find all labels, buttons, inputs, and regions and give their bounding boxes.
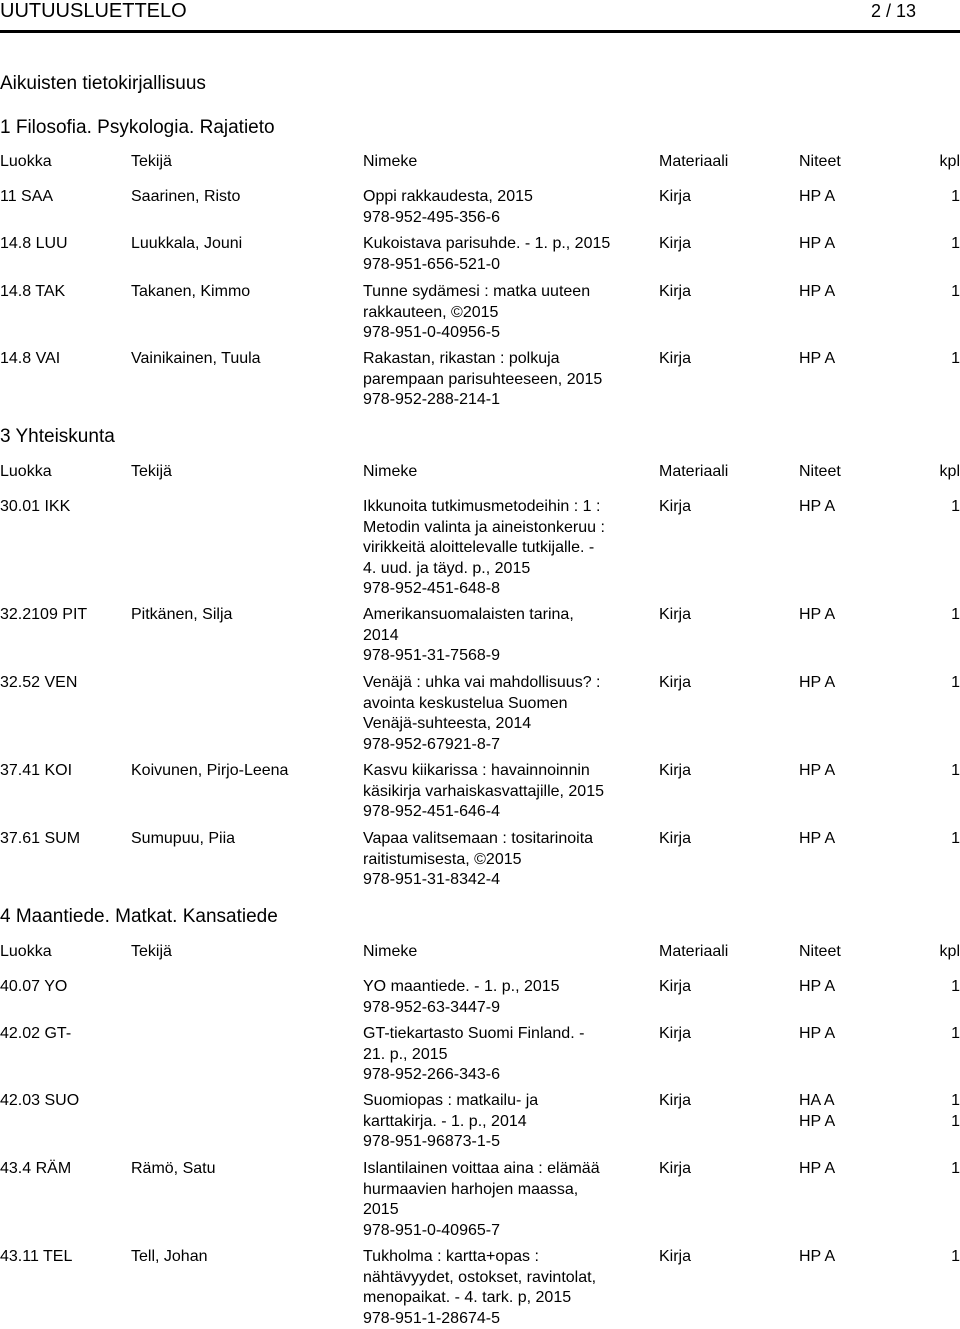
cell-kpl [934, 673, 960, 694]
cell-kpl [934, 605, 960, 626]
cell-niteet [799, 497, 835, 518]
nimeke-line: Venäjä-suhteesta, 2014 [363, 714, 653, 735]
column-header-luokka: Luokka [0, 462, 52, 483]
kpl-line: 1 [934, 1159, 960, 1180]
column-header-niteet: Niteet [799, 152, 841, 173]
niteet-line: HP A [799, 282, 835, 303]
nimeke-line: Amerikansuomalaisten tarina, [363, 605, 653, 626]
cell-materiaali: Kirja [659, 761, 691, 782]
kpl-line: 1 [934, 1247, 960, 1268]
nimeke-line: GT-tiekartasto Suomi Finland. - [363, 1024, 653, 1045]
nimeke-line: raitistumisesta, ©2015 [363, 850, 653, 871]
cell-luokka: 30.01 IKK [0, 497, 70, 518]
section-heading: 3 Yhteiskunta [0, 426, 115, 448]
nimeke-line: nähtävyydet, ostokset, ravintolat, [363, 1268, 653, 1289]
cell-niteet [799, 1247, 835, 1268]
nimeke-line: Kasvu kiikarissa : havainnoinnin [363, 761, 653, 782]
nimeke-line: 4. uud. ja täyd. p., 2015 [363, 559, 653, 580]
cell-luokka: 14.8 TAK [0, 282, 65, 303]
nimeke-line: 978-952-288-214-1 [363, 390, 653, 411]
cell-luokka: 37.61 SUM [0, 829, 80, 850]
cell-materiaali: Kirja [659, 977, 691, 998]
niteet-line: HP A [799, 1024, 835, 1045]
cell-kpl [934, 761, 960, 782]
cell-nimeke [363, 1159, 653, 1241]
niteet-line: HP A [799, 1112, 835, 1133]
cell-nimeke [363, 1024, 653, 1086]
cell-kpl [934, 977, 960, 998]
cell-materiaali: Kirja [659, 282, 691, 303]
nimeke-line: 2015 [363, 1200, 653, 1221]
column-header-kpl: kpl [934, 942, 960, 963]
cell-nimeke [363, 673, 653, 755]
cell-materiaali: Kirja [659, 673, 691, 694]
cell-tekija: Tell, Johan [131, 1247, 208, 1268]
cell-luokka: 43.11 TEL [0, 1247, 72, 1268]
header-rule [0, 30, 960, 33]
cell-niteet [799, 349, 835, 370]
column-header-materiaali: Materiaali [659, 942, 728, 963]
nimeke-line: 2014 [363, 626, 653, 647]
nimeke-line: 978-951-31-8342-4 [363, 870, 653, 891]
cell-niteet [799, 1159, 835, 1180]
kpl-line: 1 [934, 977, 960, 998]
nimeke-line: Suomiopas : matkailu- ja [363, 1091, 653, 1112]
column-header-tekija: Tekijä [131, 152, 172, 173]
niteet-line: HP A [799, 1159, 835, 1180]
kpl-line: 1 [934, 497, 960, 518]
niteet-line: HP A [799, 761, 835, 782]
nimeke-line: 978-951-0-40965-7 [363, 1221, 653, 1242]
cell-kpl [934, 497, 960, 518]
column-header-luokka: Luokka [0, 152, 52, 173]
column-header-nimeke: Nimeke [363, 152, 653, 173]
cell-kpl [934, 1159, 960, 1180]
kpl-line: 1 [934, 349, 960, 370]
cell-nimeke [363, 1247, 653, 1329]
cell-niteet [799, 1091, 835, 1132]
kpl-line: 1 [934, 282, 960, 303]
cell-materiaali: Kirja [659, 1159, 691, 1180]
cell-niteet [799, 673, 835, 694]
cell-materiaali: Kirja [659, 1247, 691, 1268]
cell-luokka: 14.8 VAI [0, 349, 60, 370]
cell-materiaali: Kirja [659, 349, 691, 370]
niteet-line: HP A [799, 187, 835, 208]
cell-tekija: Takanen, Kimmo [131, 282, 250, 303]
nimeke-line: 978-951-96873-1-5 [363, 1132, 653, 1153]
nimeke-line: 978-952-451-646-4 [363, 802, 653, 823]
cell-luokka: 32.52 VEN [0, 673, 77, 694]
cell-nimeke [363, 1091, 653, 1153]
column-header-kpl: kpl [934, 152, 960, 173]
cell-niteet [799, 761, 835, 782]
nimeke-line: Venäjä : uhka vai mahdollisuus? : [363, 673, 653, 694]
kpl-line: 1 [934, 234, 960, 255]
cell-nimeke [363, 282, 653, 344]
nimeke-line: 978-952-63-3447-9 [363, 998, 653, 1019]
cell-kpl [934, 282, 960, 303]
cell-nimeke [363, 234, 653, 275]
cell-tekija: Luukkala, Jouni [131, 234, 242, 255]
category-heading: Aikuisten tietokirjallisuus [0, 73, 206, 95]
cell-nimeke [363, 349, 653, 411]
niteet-line: HP A [799, 1247, 835, 1268]
cell-niteet [799, 829, 835, 850]
column-header-tekija: Tekijä [131, 942, 172, 963]
nimeke-line: Ikkunoita tutkimusmetodeihin : 1 : [363, 497, 653, 518]
niteet-line: HP A [799, 234, 835, 255]
nimeke-line: Rakastan, rikastan : polkuja [363, 349, 653, 370]
kpl-line: 1 [934, 605, 960, 626]
niteet-line: HA A [799, 1091, 835, 1112]
cell-nimeke [363, 761, 653, 823]
cell-niteet [799, 977, 835, 998]
column-header-niteet: Niteet [799, 462, 841, 483]
cell-luokka: 32.2109 PIT [0, 605, 87, 626]
column-header-materiaali: Materiaali [659, 462, 728, 483]
cell-luokka: 11 SAA [0, 187, 53, 208]
cell-niteet [799, 282, 835, 303]
cell-tekija: Sumupuu, Piia [131, 829, 235, 850]
kpl-line: 1 [934, 761, 960, 782]
column-header-tekija: Tekijä [131, 462, 172, 483]
cell-nimeke [363, 977, 653, 1018]
nimeke-line: 978-952-266-343-6 [363, 1065, 653, 1086]
cell-materiaali: Kirja [659, 1091, 691, 1112]
nimeke-line: menopaikat. - 4. tark. p, 2015 [363, 1288, 653, 1309]
kpl-line: 1 [934, 1091, 960, 1112]
cell-nimeke [363, 187, 653, 228]
cell-materiaali: Kirja [659, 829, 691, 850]
kpl-line: 1 [934, 187, 960, 208]
niteet-line: HP A [799, 977, 835, 998]
cell-kpl [934, 1024, 960, 1045]
cell-tekija: Koivunen, Pirjo-Leena [131, 761, 288, 782]
cell-kpl [934, 187, 960, 208]
nimeke-line: 978-951-1-28674-5 [363, 1309, 653, 1329]
niteet-line: HP A [799, 605, 835, 626]
nimeke-line: karttakirja. - 1. p., 2014 [363, 1112, 653, 1133]
section-heading: 1 Filosofia. Psykologia. Rajatieto [0, 117, 275, 139]
nimeke-line: 978-952-451-648-8 [363, 579, 653, 600]
column-header-nimeke: Nimeke [363, 942, 653, 963]
cell-luokka: 14.8 LUU [0, 234, 68, 255]
column-header-niteet: Niteet [799, 942, 841, 963]
niteet-line: HP A [799, 349, 835, 370]
kpl-line: 1 [934, 1112, 960, 1133]
cell-tekija: Saarinen, Risto [131, 187, 240, 208]
niteet-line: HP A [799, 497, 835, 518]
nimeke-line: rakkauteen, ©2015 [363, 303, 653, 324]
cell-tekija: Pitkänen, Silja [131, 605, 232, 626]
nimeke-line: 978-951-0-40956-5 [363, 323, 653, 344]
nimeke-line: YO maantiede. - 1. p., 2015 [363, 977, 653, 998]
nimeke-line: 978-952-495-356-6 [363, 208, 653, 229]
cell-kpl [934, 1091, 960, 1132]
cell-materiaali: Kirja [659, 234, 691, 255]
cell-tekija: Vainikainen, Tuula [131, 349, 261, 370]
cell-materiaali: Kirja [659, 1024, 691, 1045]
cell-luokka: 43.4 RÄM [0, 1159, 71, 1180]
nimeke-line: Metodin valinta ja aineistonkeruu : [363, 518, 653, 539]
column-header-nimeke: Nimeke [363, 462, 653, 483]
nimeke-line: Oppi rakkaudesta, 2015 [363, 187, 653, 208]
column-header-kpl: kpl [934, 462, 960, 483]
nimeke-line: avointa keskustelua Suomen [363, 694, 653, 715]
nimeke-line: virikkeitä aloittelevalle tutkijalle. - [363, 538, 653, 559]
nimeke-line: hurmaavien harhojen maassa, [363, 1180, 653, 1201]
nimeke-line: 21. p., 2015 [363, 1045, 653, 1066]
cell-niteet [799, 605, 835, 626]
nimeke-line: Islantilainen voittaa aina : elämää [363, 1159, 653, 1180]
kpl-line: 1 [934, 829, 960, 850]
cell-luokka: 42.03 SUO [0, 1091, 79, 1112]
cell-niteet [799, 234, 835, 255]
cell-nimeke [363, 605, 653, 667]
cell-materiaali: Kirja [659, 497, 691, 518]
column-header-luokka: Luokka [0, 942, 52, 963]
cell-nimeke [363, 829, 653, 891]
nimeke-line: Tunne sydämesi : matka uuteen [363, 282, 653, 303]
cell-kpl [934, 349, 960, 370]
cell-kpl [934, 829, 960, 850]
cell-luokka: 37.41 KOI [0, 761, 72, 782]
nimeke-line: Vapaa valitsemaan : tositarinoita [363, 829, 653, 850]
nimeke-line: 978-952-67921-8-7 [363, 735, 653, 756]
cell-nimeke [363, 497, 653, 600]
nimeke-line: käsikirja varhaiskasvattajille, 2015 [363, 782, 653, 803]
page-number: 2 / 13 [871, 0, 916, 23]
nimeke-line: 978-951-656-521-0 [363, 255, 653, 276]
column-header-materiaali: Materiaali [659, 152, 728, 173]
cell-kpl [934, 234, 960, 255]
niteet-line: HP A [799, 829, 835, 850]
section-heading: 4 Maantiede. Matkat. Kansatiede [0, 906, 278, 928]
cell-tekija: Rämö, Satu [131, 1159, 215, 1180]
niteet-line: HP A [799, 673, 835, 694]
kpl-line: 1 [934, 673, 960, 694]
cell-luokka: 42.02 GT- [0, 1024, 71, 1045]
nimeke-line: Tukholma : kartta+opas : [363, 1247, 653, 1268]
nimeke-line: Kukoistava parisuhde. - 1. p., 2015 [363, 234, 653, 255]
cell-materiaali: Kirja [659, 605, 691, 626]
kpl-line: 1 [934, 1024, 960, 1045]
cell-materiaali: Kirja [659, 187, 691, 208]
cell-kpl [934, 1247, 960, 1268]
cell-luokka: 40.07 YO [0, 977, 67, 998]
nimeke-line: 978-951-31-7568-9 [363, 646, 653, 667]
page-title: UUTUUSLUETTELO [0, 0, 187, 23]
cell-niteet [799, 187, 835, 208]
nimeke-line: parempaan parisuhteeseen, 2015 [363, 370, 653, 391]
cell-niteet [799, 1024, 835, 1045]
